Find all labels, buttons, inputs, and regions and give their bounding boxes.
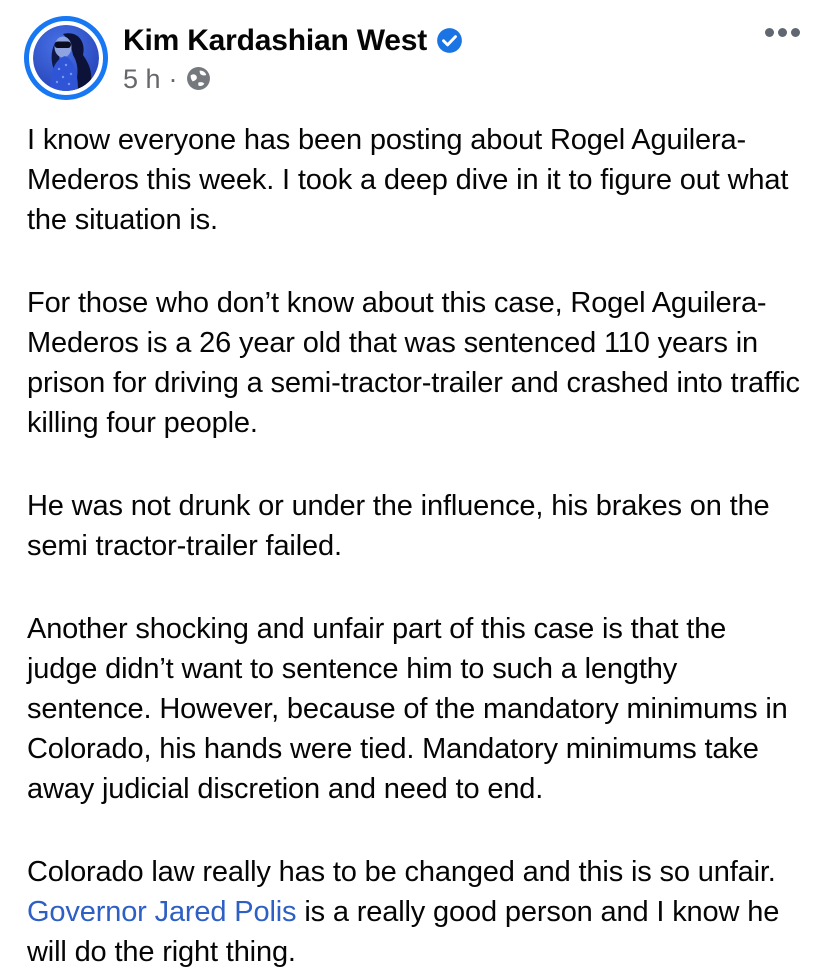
more-options-button[interactable] xyxy=(759,22,806,43)
verified-badge-icon xyxy=(436,27,463,54)
header-text-block xyxy=(123,22,463,95)
avatar[interactable] xyxy=(24,16,108,100)
post-paragraph: Another shocking and unfair part of this case is that the judge didn’t want to sentence him to such a lengthy sentence. However, because of the mandatory minimums in Colorado, his hands were tied. Mandatory minimums take away judicial discretion and need to end. xyxy=(27,613,788,805)
post-paragraph: I know everyone has been posting about Rogel Aguilera-Mederos this week. I took a deep dive in it to figure out what the situation is. xyxy=(27,124,789,236)
author-name-link[interactable]: Kim Kardashian West xyxy=(123,23,428,57)
public-globe-icon xyxy=(186,66,211,91)
post-meta xyxy=(123,63,463,95)
post-paragraph: For those who don’t know about this case, Rogel Aguilera-Mederos is a 26 year old that was sentenced 110 years in prison for driving a semi-tractor-trailer and crashed into traffic killing four people. xyxy=(27,287,800,439)
ellipsis-icon xyxy=(765,28,800,37)
name-row xyxy=(123,22,463,60)
avatar-image xyxy=(33,25,99,91)
mention-link-governor-jared-polis[interactable]: Governor Jared Polis xyxy=(27,896,297,928)
post-header xyxy=(0,0,828,100)
meta-separator: · xyxy=(168,63,178,94)
post-paragraph: Colorado law really has to be changed and this is so unfair. Governor Jared Polis is a really good person and I know he will do the right thing. xyxy=(27,856,780,968)
post-paragraph: He was not drunk or under the influence, his brakes on the semi tractor-trailer failed. xyxy=(27,490,770,562)
post-text xyxy=(0,100,828,971)
timestamp-link[interactable]: 5 h xyxy=(123,63,161,94)
